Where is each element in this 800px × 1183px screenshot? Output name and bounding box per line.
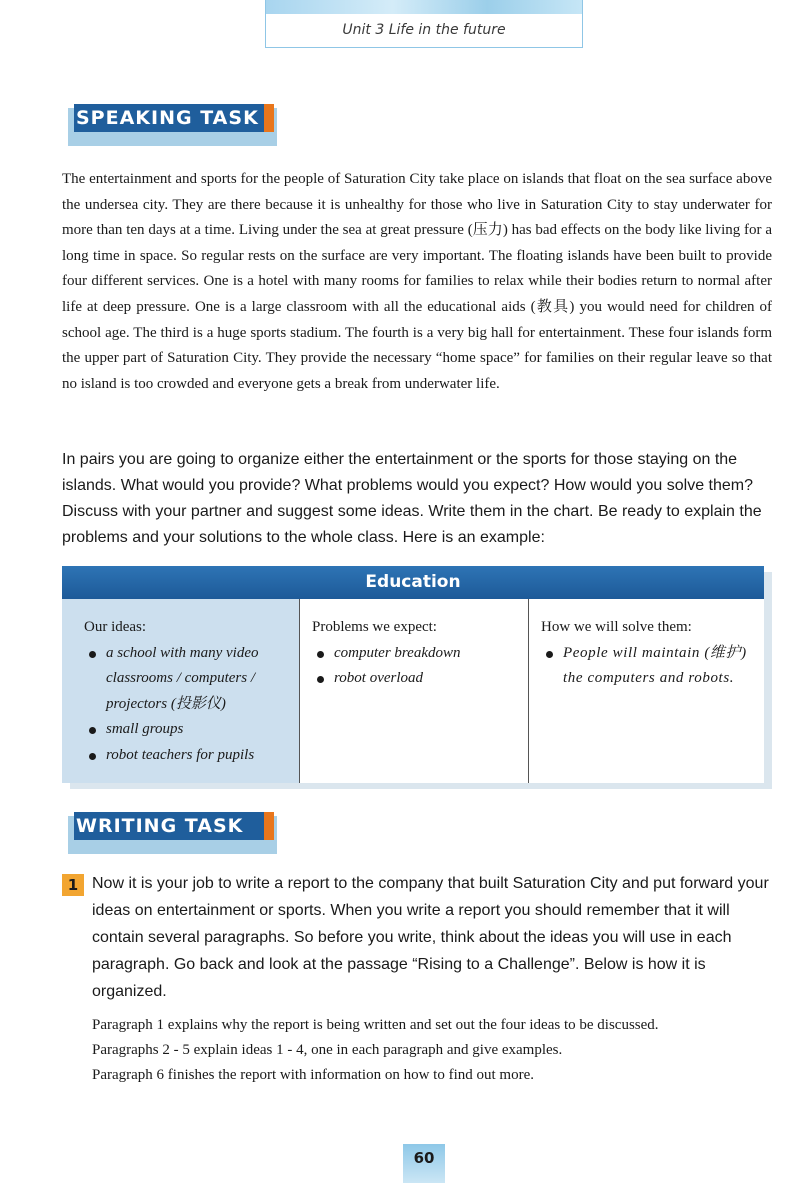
list-item: robot teachers for pupils bbox=[84, 743, 289, 769]
writing-task-text: Now it is your job to write a report to the company that built Saturation City and put forward your ideas on entertainment or sports. When you write a report you should remember that it will contain several paragraphs. So before you write, think about the ideas you will use in each paragraph. Go back and look at the passage “Rising to a Challenge”. Below is how it is organized. bbox=[92, 875, 769, 1000]
list-item: robot overload bbox=[312, 666, 518, 692]
page-number: 60 bbox=[403, 1144, 445, 1183]
speaking-instructions: In pairs you are going to organize either the entertainment or the sports for those staying on the islands. What would you provide? What problems would you expect? How would you solve them? Discuss with your partner and suggest some ideas. Write them in the chart. Be ready to explain the problems and your solutions to the whole class. Here is an example: bbox=[62, 451, 762, 546]
header-decoration bbox=[266, 0, 582, 14]
speaking-task-title: SPEAKING TASK bbox=[76, 107, 259, 129]
list-item: computer breakdown bbox=[312, 641, 518, 667]
speaking-passage: The entertainment and sports for the people of Saturation City take place on islands that float on the sea surface above the undersea city. They are there because it is unhealthy for those who live in Saturation City to stay underwater for more than ten days at a time. Living under the sea at great pressure (压力) has bad effects on the body like living for a long time in space. So regular rests on the surface are very important. The floating islands have been built to provide four different services. One is a hotel with many rooms for families to relax while their bodies return to normal after life at deep pressure. One is a large classroom with all the educational aids (教具) you would need for children of school age. The third is a huge sports stadium. The fourth is a very big hall for entertainment. These four islands form the upper part of Saturation City. They provide the necessary “home space” for families on their regular leave so that no island is too crowded and everyone gets a break from underwater life. bbox=[62, 171, 772, 392]
list-item: a school with many video classrooms / computers / projectors (投影仪) bbox=[84, 641, 289, 718]
problems-heading: Problems we expect: bbox=[312, 619, 437, 635]
list-item: People will maintain (维护) the computers and robots. bbox=[541, 641, 754, 692]
writing-task-title: WRITING TASK bbox=[76, 815, 244, 837]
ideas-heading: Our ideas: bbox=[84, 619, 147, 635]
step-number-badge: 1 bbox=[62, 874, 84, 896]
paragraph-guide-2: Paragraphs 2 - 5 explain ideas 1 - 4, one in each paragraph and give examples. bbox=[92, 1042, 563, 1058]
list-item: small groups bbox=[84, 717, 289, 743]
chart-title: Education bbox=[62, 566, 764, 599]
ideas-column bbox=[62, 599, 300, 783]
speaking-task-banner bbox=[62, 104, 277, 146]
paragraph-guide-1: Paragraph 1 explains why the report is being written and set out the four ideas to be discussed. bbox=[92, 1017, 659, 1033]
unit-title: Unit 3 Life in the future bbox=[342, 22, 506, 38]
writing-task-banner bbox=[62, 812, 277, 854]
problems-column bbox=[300, 599, 529, 783]
paragraph-guide-3: Paragraph 6 finishes the report with information on how to find out more. bbox=[92, 1067, 534, 1083]
unit-header bbox=[265, 0, 583, 48]
example-chart bbox=[62, 566, 764, 783]
solutions-heading: How we will solve them: bbox=[541, 619, 692, 635]
solutions-column bbox=[529, 599, 764, 783]
